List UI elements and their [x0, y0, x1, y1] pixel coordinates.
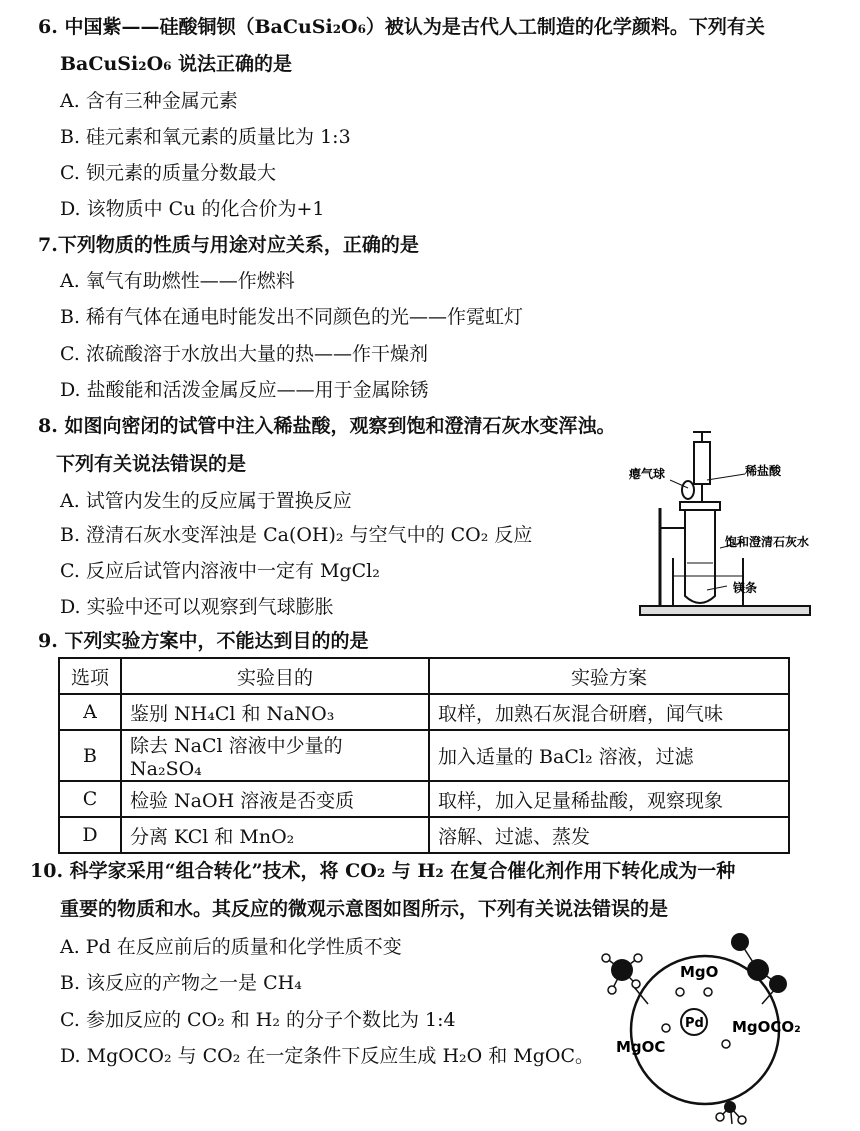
q10-stem-line2: 重要的物质和水。其反应的微观示意图如图所示，下列有关说法错误的是 — [60, 898, 669, 920]
q8-option-b: B. 澄清石灰水变浑浊是 Ca(OH)₂ 与空气中的 CO₂ 反应 — [60, 524, 533, 546]
row-b-scheme: 加入适量的 BaCl₂ 溶液，过滤 — [429, 730, 789, 781]
row-a-purpose: 鉴别 NH₄Cl 和 NaNO₃ — [121, 694, 429, 730]
q8-stem-line2: 下列有关说法错误的是 — [56, 453, 247, 475]
q8-label-ribbon: 镁条 — [733, 581, 758, 595]
q8-label-limewater: 饱和澄清石灰水 — [725, 535, 810, 549]
table-row — [59, 817, 789, 853]
q7-option-c: C. 浓硫酸溶于水放出大量的热——作干燥剂 — [60, 343, 428, 365]
q9-plan-table — [58, 657, 790, 854]
q8-option-a: A. 试管内发生的反应属于置换反应 — [60, 490, 352, 512]
q8-apparatus-figure — [595, 428, 835, 622]
q7-option-d: D. 盐酸能和活泼金属反应——用于金属除锈 — [60, 379, 429, 401]
table-header-purpose: 实验目的 — [121, 658, 429, 694]
q7-option-a: A. 氧气有助燃性——作燃料 — [60, 270, 295, 292]
q10-option-d: D. MgOCO₂ 与 CO₂ 在一定条件下反应生成 H₂O 和 MgOC。 — [60, 1045, 595, 1067]
row-c-option: C — [59, 781, 121, 817]
q6-option-c: C. 钡元素的质量分数最大 — [60, 162, 276, 184]
q10-label-mgoco2: MgOCO₂ — [732, 1018, 801, 1036]
q10-stem-line1: 10. 科学家采用“组合转化”技术，将 CO₂ 与 H₂ 在复合催化剂作用下转化成为一种 — [30, 860, 736, 882]
q6-stem-line2: BaCuSi₂O₆ 说法正确的是 — [60, 53, 293, 75]
row-b-purpose: 除去 NaCl 溶液中少量的 Na₂SO₄ — [121, 730, 429, 781]
q6-stem-line1: 6. 中国紫——硅酸铜钡（BaCuSi₂O₆）被认为是古代人工制造的化学颜料。下列有关 — [38, 16, 765, 38]
table-row — [59, 730, 789, 781]
q10-reaction-cycle-figure — [600, 932, 810, 1128]
q9-stem: 9. 下列实验方案中，不能达到目的的是 — [38, 630, 369, 652]
q8-label-balloon: 瘪气球 — [629, 467, 666, 481]
q10-label-mgoc: MgOC — [616, 1038, 666, 1056]
table-header-scheme: 实验方案 — [429, 658, 789, 694]
row-d-scheme: 溶解、过滤、蒸发 — [429, 817, 789, 853]
q7-option-b: B. 稀有气体在通电时能发出不同颜色的光——作霓虹灯 — [60, 306, 524, 328]
q7-stem: 7.下列物质的性质与用途对应关系，正确的是 — [38, 234, 419, 256]
q10-option-b: B. 该反应的产物之一是 CH₄ — [60, 972, 302, 994]
row-c-purpose: 检验 NaOH 溶液是否变质 — [121, 781, 429, 817]
q8-option-d: D. 实验中还可以观察到气球膨胀 — [60, 596, 334, 618]
table-header-option: 选项 — [59, 658, 121, 694]
q10-label-pd: Pd — [685, 1016, 704, 1031]
q8-label-acid: 稀盐酸 — [745, 464, 782, 478]
row-d-purpose: 分离 KCl 和 MnO₂ — [121, 817, 429, 853]
row-d-option: D — [59, 817, 121, 853]
q8-option-c: C. 反应后试管内溶液中一定有 MgCl₂ — [60, 560, 380, 582]
row-a-scheme: 取样，加熟石灰混合研磨，闻气味 — [429, 694, 789, 730]
q6-option-a: A. 含有三种金属元素 — [60, 90, 238, 112]
q6-option-b: B. 硅元素和氧元素的质量比为 1:3 — [60, 126, 351, 148]
row-c-scheme: 取样，加入足量稀盐酸，观察现象 — [429, 781, 789, 817]
q10-option-a: A. Pd 在反应前后的质量和化学性质不变 — [60, 936, 402, 958]
table-row — [59, 781, 789, 817]
q6-option-d: D. 该物质中 Cu 的化合价为+1 — [60, 198, 325, 220]
table-row — [59, 694, 789, 730]
q10-label-mgo: MgO — [680, 963, 719, 981]
q8-stem-line1: 8. 如图向密闭的试管中注入稀盐酸，观察到饱和澄清石灰水变浑浊。 — [38, 415, 616, 437]
row-a-option: A — [59, 694, 121, 730]
q10-option-c: C. 参加反应的 CO₂ 和 H₂ 的分子个数比为 1:4 — [60, 1009, 456, 1031]
row-b-option: B — [59, 730, 121, 781]
table-header-row — [59, 658, 789, 694]
